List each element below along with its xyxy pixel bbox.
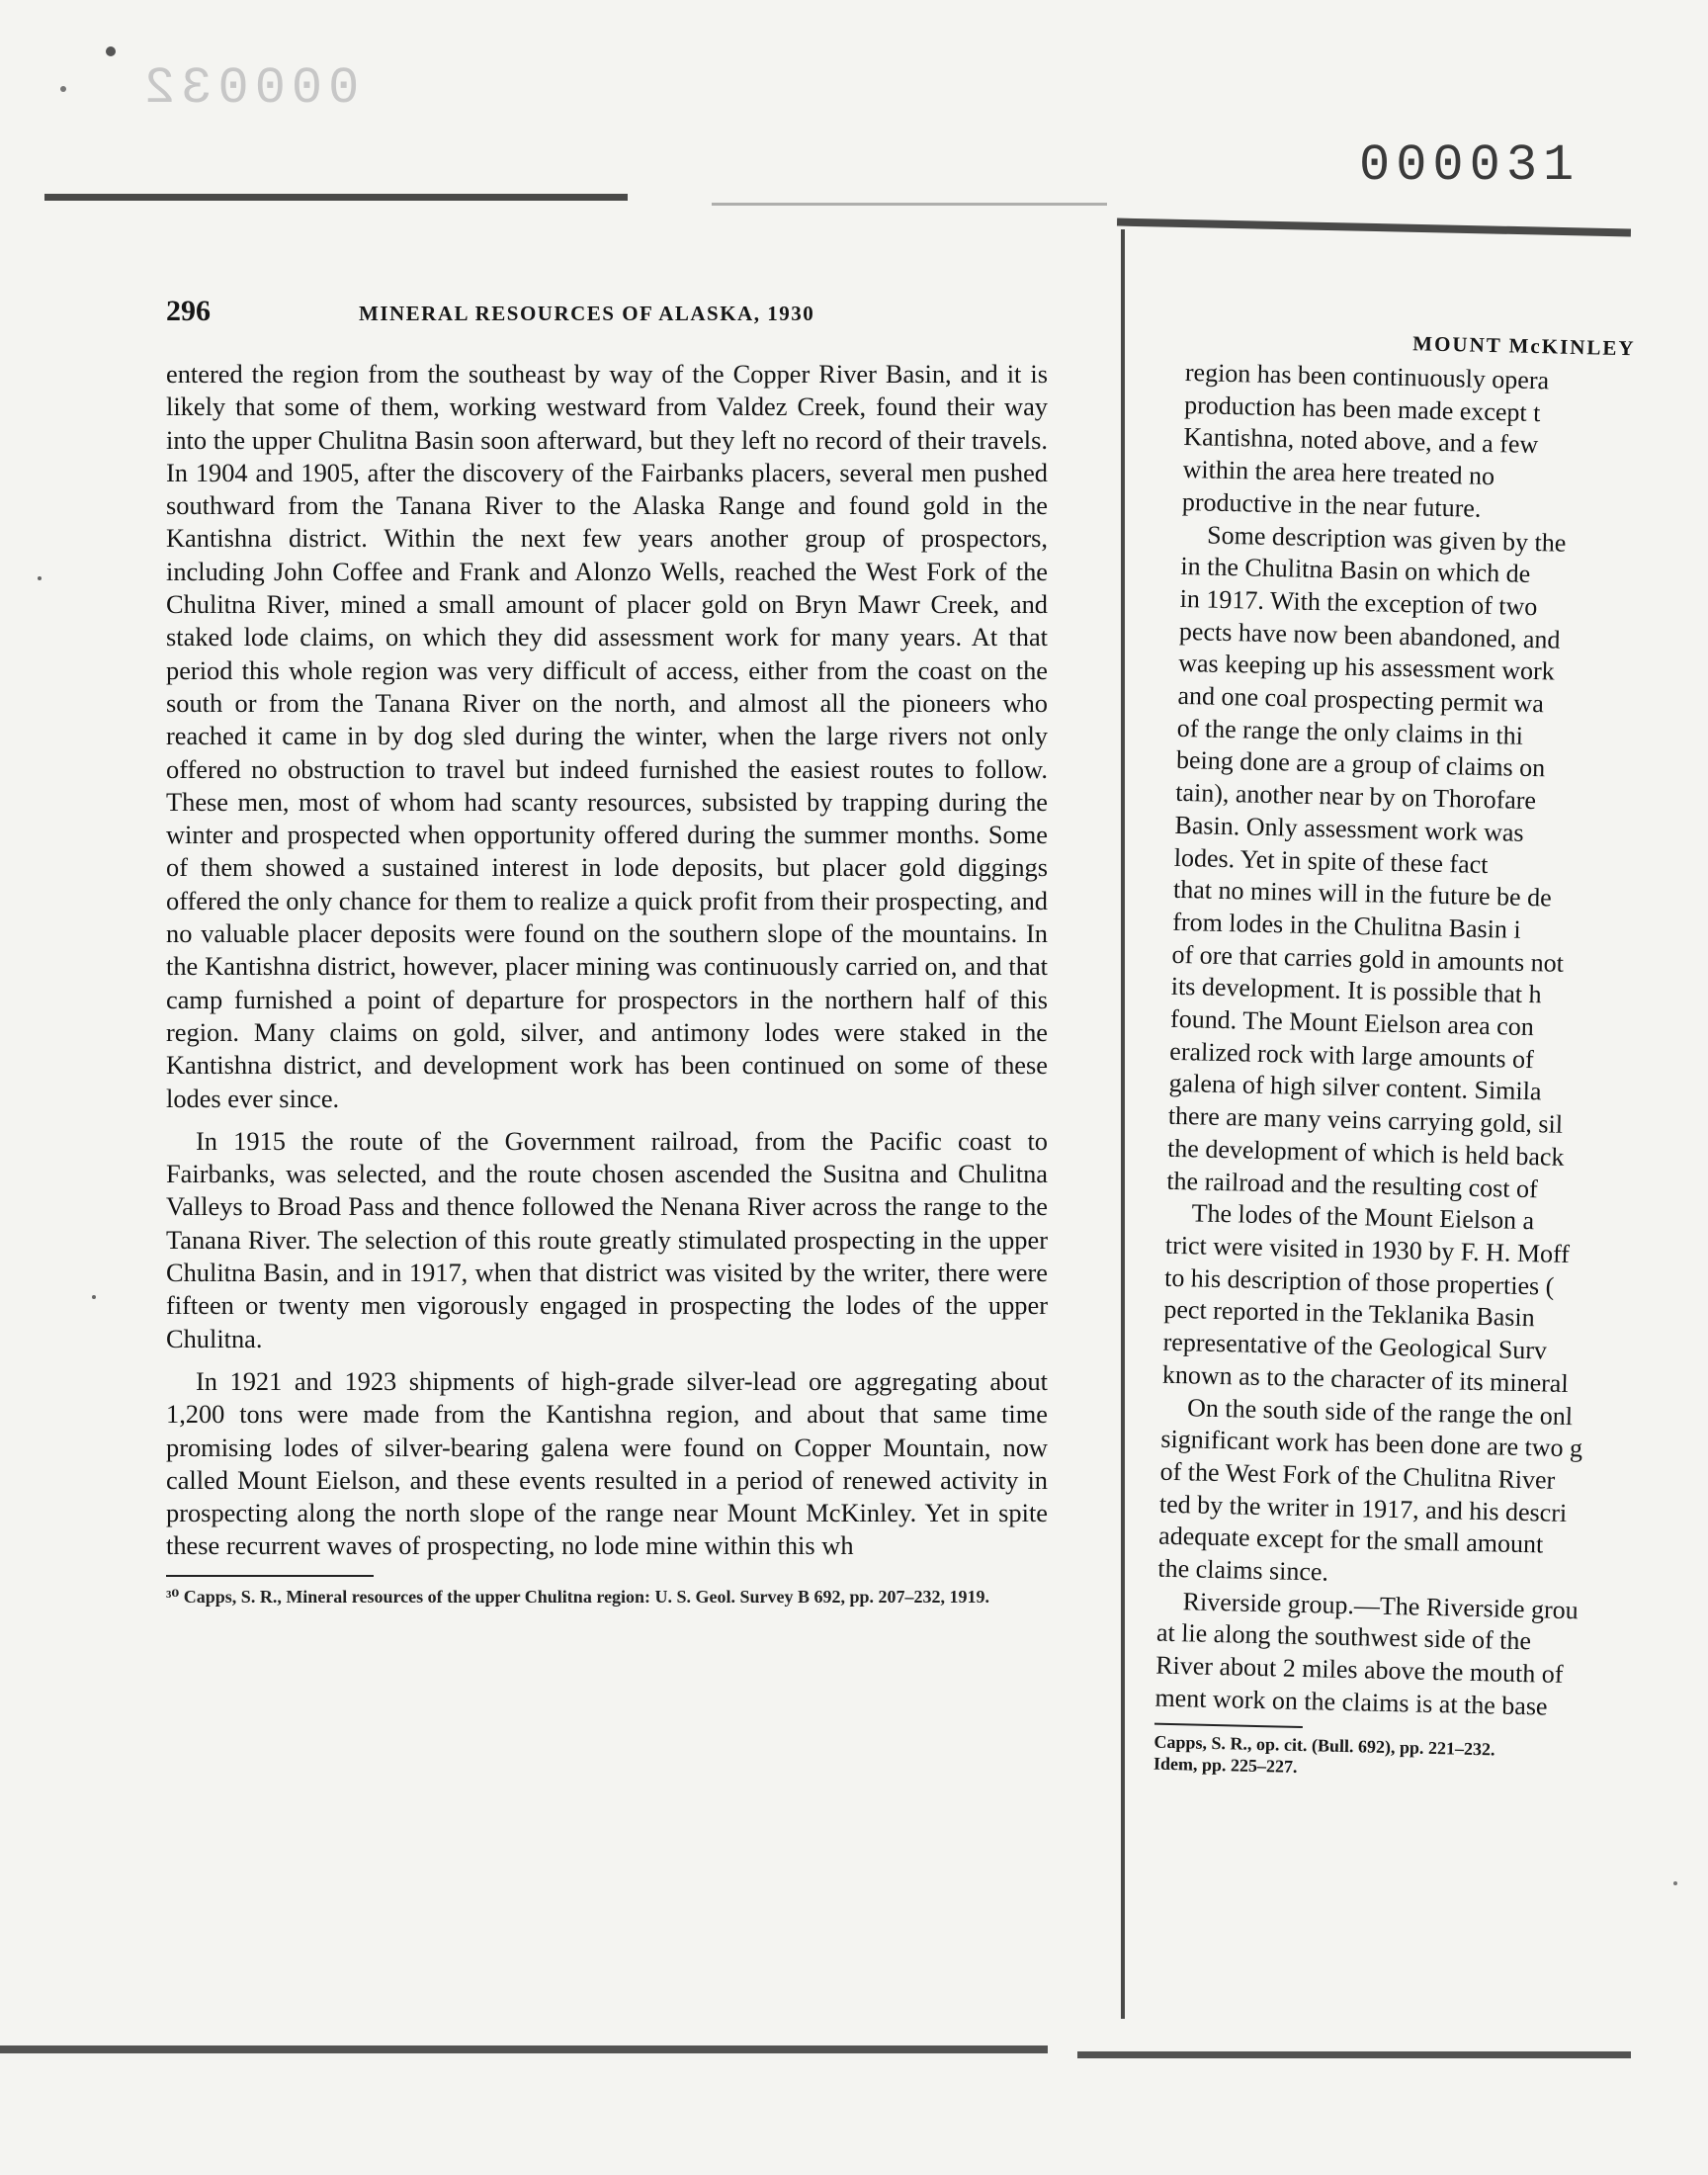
text-line: being done are a group of claims on	[1175, 745, 1546, 783]
text-line: at lie along the southwest side of the	[1155, 1618, 1532, 1656]
text-line: productive in the near future.	[1181, 486, 1482, 523]
running-head: MINERAL RESOURCES OF ALASKA, 1930	[359, 302, 815, 325]
left-page-header	[166, 295, 1048, 328]
text-line: the development of which is held back	[1166, 1133, 1565, 1172]
text-line: from lodes in the Chulitna Basin i	[1172, 907, 1521, 944]
right-footnote-divider	[1154, 1722, 1303, 1727]
text-line: trict were visited in 1930 by F. H. Moff	[1164, 1230, 1571, 1269]
text-line: pect reported in the Teklanika Basin	[1163, 1295, 1535, 1333]
document-number-stamp: 000031	[1359, 136, 1580, 195]
right-running-head: MOUNT McKINLEY	[1412, 331, 1636, 361]
text-line: region has been continuously opera	[1184, 357, 1550, 395]
text-line: representative of the Geological Surv	[1162, 1327, 1548, 1365]
text-line: its development. It is possible that h	[1170, 972, 1542, 1009]
text-line: in the Chulitna Basin on which de	[1180, 552, 1531, 589]
text-line: was keeping up his assessment work	[1177, 649, 1556, 686]
text-line: within the area here treated no	[1182, 455, 1495, 491]
text-line: Kantishna, noted above, and a few	[1183, 422, 1539, 460]
text-line: there are many veins carrying gold, sil	[1167, 1100, 1564, 1140]
footnote-divider	[166, 1575, 374, 1577]
text-line: galena of high silver content. Simila	[1168, 1069, 1542, 1106]
text-line: of ore that carries gold in amounts not	[1171, 939, 1565, 978]
text-line: adequate except for the small amount	[1157, 1522, 1544, 1559]
text-line: of the West Fork of the Chulitna River	[1159, 1456, 1556, 1495]
left-page-body	[166, 358, 1048, 1563]
text-line: and one coal prospecting permit wa	[1177, 680, 1545, 719]
text-line: found. The Mount Eielson area con	[1169, 1003, 1535, 1042]
text-line: eralized rock with large amounts of	[1169, 1036, 1535, 1074]
text-line: of the range the only claims in thi	[1176, 713, 1524, 750]
paragraph: In 1921 and 1923 shipments of high-grade silver-lead ore aggregating about 1,200 tons were made from the Kantishna region, and about that same time promising lodes of silver-bearing galena were found on Copper Mountain, now called Mount Eielson, and these events resulted in a period of renewed activity in prospecting along the north slope of the range near Mount McKinley. Yet in spite these recurrent waves of prospecting, no lode mine within this wh	[166, 1365, 1048, 1561]
text-line: the railroad and the resulting cost of	[1166, 1166, 1539, 1203]
text-line: ted by the writer in 1917, and his descri	[1158, 1489, 1568, 1527]
text-line: Some description was given by the	[1206, 520, 1567, 558]
paragraph: In 1915 the route of the Government railroad, from the Pacific coast to Fairbanks, was selected, and the route chosen ascended the Susitna and Chulitna Valleys to Broad Pass and thence followed the Nenana River across the range to the Tanana River. The selection of this route greatly stimulated prospecting in the upper Chulitna Basin, and in 1917, when that district was visited by the writer, there were fifteen or twenty men vigorously engaged in prospecting the lodes of the upper Chulitna.	[166, 1125, 1048, 1353]
right-page-body	[1154, 357, 1635, 1725]
text-line: significant work has been done are two g	[1160, 1424, 1583, 1463]
page-number: 296	[166, 295, 211, 327]
right-footnote: Idem, pp. 225–227.	[1153, 1753, 1298, 1777]
text-line: Riverside group.—The Riverside grou	[1182, 1586, 1580, 1625]
right-page	[1153, 326, 1636, 1784]
text-line: On the south side of the range the onl	[1186, 1392, 1574, 1431]
text-line: to his description of those properties (	[1163, 1262, 1555, 1301]
left-page	[166, 295, 1048, 1609]
text-line: that no mines will in the future be de	[1172, 875, 1552, 913]
paragraph: entered the region from the southeast by way of the Copper River Basin, and it is likely that some of them, working westward from Valdez Creek, found their way into the upper Chulitna Basin soon afterward, but they left no record of their travels. In 1904 and 1905, after the discovery of the Fairbanks placers, several men pushed southward from the Tanana River to the Alaska Range and found gold in the Kantishna district. Within the next few years another group of prospectors, including John Coffee and Frank and Alonzo Wells, reached the West Fork of the Chulitna River, mined a small amount of placer gold on Bryn Mawr Creek, and staked lode claims, on which they did assessment work for many years. At that period this whole region was very difficult of access, either from the coast on the south or from the Tanana River on the north, and almost all the pioneers who reached it came in by dog sled during the winter, when the large rivers not only offered no obstruction to travel but indeed furnished the easiest routes to follow. These men, most of whom had scanty resources, subsisted by trapping during the winter and prospected when opportunity offered during the summer months. Some of them showed a sustained interest in lode deposits, but placer gold diggings offered the only chance for them to realize a quick profit from their prospecting, and no valuable placer deposits were found on the southern slope of the mountains. In the Kantishna district, however, placer mining was continuously carried on, and that camp furnished a point of departure for prospectors in the northern half of this region. Many claims on gold, silver, and antimony lodes were staked in the Kantishna district, and development work has been continued on some of these lodes ever since.	[166, 359, 1048, 1113]
footnote: ³⁰ Capps, S. R., Mineral resources of the upper Chulitna region: U. S. Geol. Survey B 692, pp. 207–232, 1919.	[166, 1586, 990, 1607]
text-line: pects have now been abandoned, and	[1178, 616, 1561, 654]
text-line: tain), another near by on Thorofare	[1174, 778, 1537, 816]
text-line: lodes. Yet in spite of these fact	[1173, 842, 1489, 879]
text-line: ment work on the claims is at the base	[1154, 1683, 1548, 1721]
text-line: the claims since.	[1157, 1553, 1329, 1587]
ghost-document-number: 000032	[138, 59, 360, 118]
text-line: The lodes of the Mount Eielson a	[1191, 1198, 1535, 1236]
text-line: River about 2 miles above the mouth of	[1154, 1650, 1564, 1690]
text-line: known as to the character of its mineral	[1161, 1359, 1569, 1398]
right-footnote: Capps, S. R., op. cit. (Bull. 692), pp. 221–232.	[1153, 1731, 1495, 1759]
text-line: in 1917. With the exception of two	[1179, 583, 1538, 622]
text-line: Basin. Only assessment work was	[1174, 810, 1524, 847]
text-line: production has been made except t	[1183, 390, 1541, 427]
